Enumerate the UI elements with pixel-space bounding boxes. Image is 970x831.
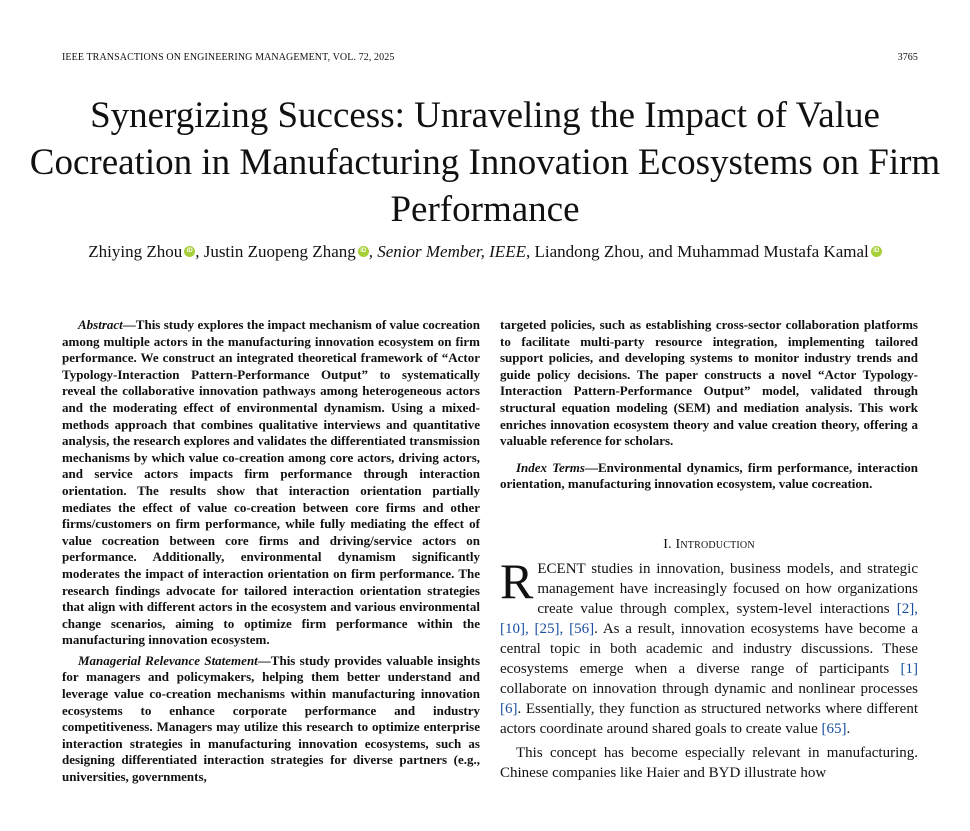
paper-title: Synergizing Success: Unraveling the Impact of Value Cocreation in Manufacturing Innovation Ecosystems on Firm Performance [29,95,941,230]
author-name: , Liandong Zhou, and [525,242,678,261]
section-numeral: I. [663,536,672,552]
abstract-text: —This study explores the impact mechanism of value cocreation among multiple actors in the manufacturing innovation ecosystem on firm performance. We construct an integrated theoretical framework of “Actor Typology-Interaction Pattern-Performance Output” to systematically reveal the collaborative innovation pathways among heterogeneous actors and the moderating effect of environmental dynamism. Using a mixed-methods approach that combines qualitative interviews and quantitative analysis, the research explores and validates the differentiated transmission mechanisms by which value co-creation among core actors, driving actors, and service actors impacts firm performance through interaction orientation. The results show that interaction orientation partially mediates the effect of value co-creation between core firms and other firms/customers on firm performance, while fully mediating the effect of value cocreation between core firms and driving/service actors on performance. Additionally, environmental dynamism significantly moderates the impact of interaction orientation on firm performance. The research findings advocate for tailored interaction orientation strategies that align with different actors in the ecosystem and various environmental change scenarios, aiming to optimize firm performance within the manufacturing innovation ecosystem. [62,317,480,648]
author-affiliation: , Senior Member, IEEE [368,242,526,261]
citation-link[interactable]: [6] [500,700,518,717]
abstract-label: Abstract [78,317,123,332]
managerial-label: Managerial Relevance Statement [78,652,258,668]
index-terms-label: Index Terms [516,459,585,475]
citation-link[interactable]: [1] [900,660,918,677]
section-title: Introduction [675,536,755,552]
orcid-icon[interactable]: iD [184,246,195,257]
citation-link[interactable]: [2], [10], [25], [56] [500,600,918,637]
managerial-statement [62,653,480,786]
left-column [62,317,480,790]
author-line: Zhiying Zhou iD , Justin Zuopeng Zhang iD , Senior Member, IEEE, Liandong Zhou, and Muhammad Mustafa Kamal iD [20,242,950,262]
journal-name: IEEE TRANSACTIONS ON ENGINEERING MANAGEMENT, VOL. 72, 2025 [62,52,395,63]
index-terms [500,460,918,493]
intro-text: . Essentially, they function as structured networks where different actors coordinate around shared goals to create value [500,700,918,737]
abstract [62,317,480,649]
managerial-text: —This study provides valuable insights for managers and policymakers, helping them better understand and leverage value co-creation mechanisms within manufacturing innovation ecosystems to enhance corporate performance and industry competitiveness. Managers may utilize this research to optimize enterprise interaction strategies in manufacturing innovation ecosystems, such as designing differentiated interaction strategies for diverse partners (e.g., universities, governments, [62,652,480,785]
author-name: Justin Zuopeng Zhang [203,242,356,261]
intro-text: . [846,720,851,737]
running-head [62,52,918,63]
drop-cap: R [500,552,534,609]
intro-text: ECENT studies in innovation, business models, and strategic management have increasingly focused on how organizations create value through complex, system-level interactions [537,560,918,617]
orcid-icon[interactable]: iD [358,246,369,257]
managerial-statement-continued: targeted policies, such as establishing cross-sector collaboration platforms to facilitate multi-party resource integration, implementing tailored support policies, and developing systems to monitor industry trends and guide policy decisions. The paper constructs a novel “Actor Typology-Interaction Pattern-Performance Output” model, validated through structural equation modeling (SEM) and mediation analysis. This work enriches innovation ecosystem theory and value creation theory, offering a valuable reference for scholars. [500,317,918,449]
intro-text: . As a result, innovation ecosystems have become a central topic in both academic and industry discussions. These ecosystems emerge when a diverse range of participants [500,620,918,677]
author-name: Zhiying Zhou [88,242,183,261]
orcid-icon[interactable]: iD [871,246,882,257]
citation-link[interactable]: [65] [821,720,847,737]
right-column [500,317,918,783]
intro-paragraph-1 [500,552,918,739]
section-heading [500,537,918,553]
intro-paragraph-2: This concept has become especially relevant in manufacturing. Chinese companies like Haier and BYD illustrate how [500,744,918,781]
author-name: Muhammad Mustafa Kamal [677,242,869,261]
page-number: 3765 [897,52,918,63]
intro-text: collaborate on innovation through dynamic and nonlinear processes [500,680,918,697]
index-terms-text: —Environmental dynamics, firm performance, interaction orientation, manufacturing innovation ecosystem, value cocreation. [500,459,918,492]
